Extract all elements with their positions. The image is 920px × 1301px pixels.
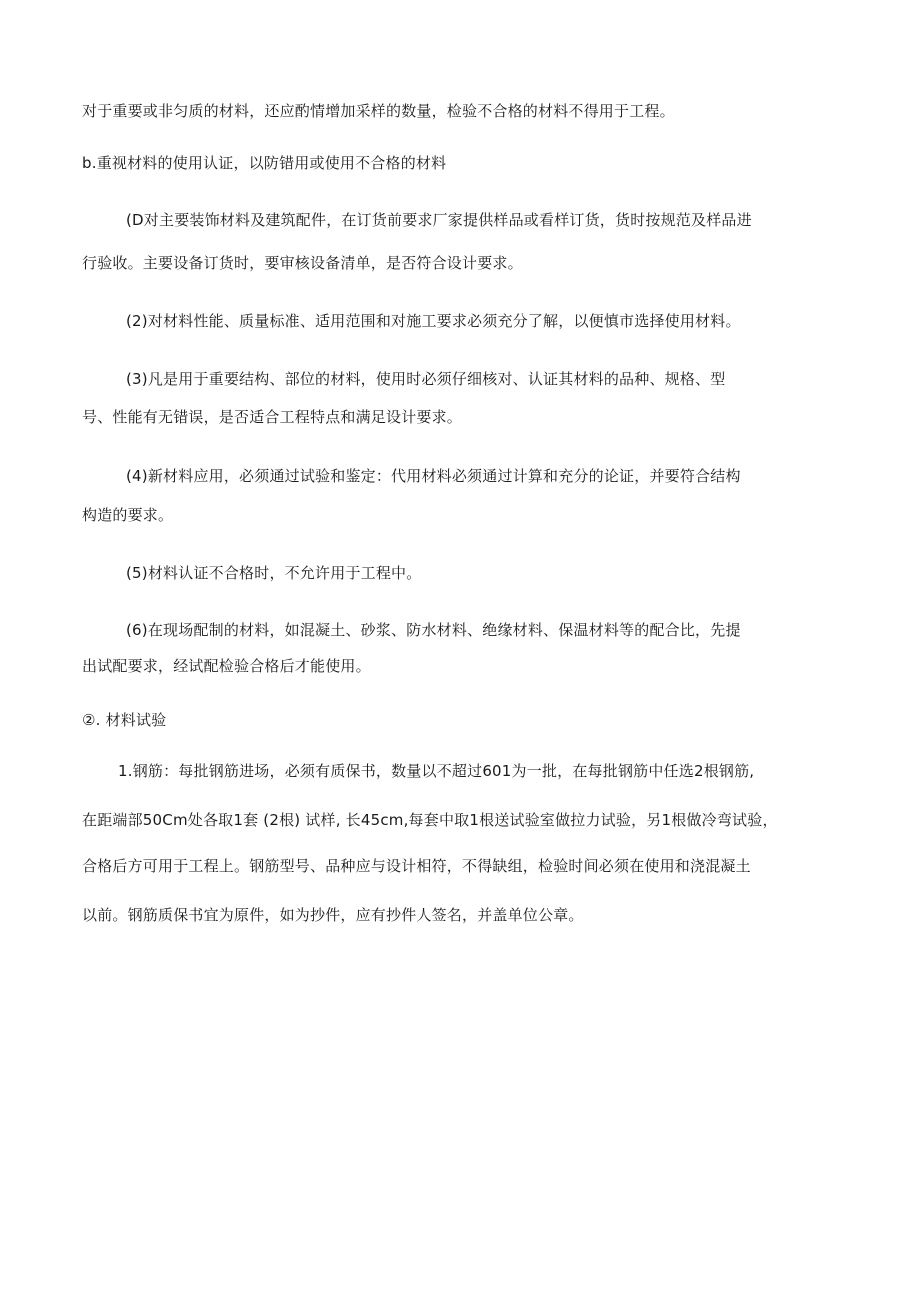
item-4-line-2: 构造的要求。 [82, 506, 174, 524]
item-6-line-1: (6)在现场配制的材料，如混凝土、砂浆、防水材料、绝缘材料、保温材料等的配合比，先提 [126, 621, 741, 639]
rebar-paragraph-line-4: 以前。钢筋质保书宜为原件，如为抄件，应有抄件人签名，并盖单位公章。 [82, 906, 584, 924]
section-heading-material-certification: b.重视材料的使用认证，以防错用或使用不合格的材料 [82, 154, 447, 172]
item-5-line-1: (5)材料认证不合格时，不允许用于工程中。 [126, 564, 422, 582]
paragraph-line-sampling: 对于重要或非匀质的材料，还应酌情增加采样的数量，检验不合格的材料不得用于工程。 [82, 102, 675, 120]
rebar-paragraph-line-2: 在距端部50Cm处各取1套 (2根) 试样, 长45cm,每套中取1根送试验室做拉力试验，另1根做冷弯试验， [82, 811, 778, 829]
rebar-paragraph-line-1: 1.钢筋：每批钢筋进场，必须有质保书，数量以不超过601为一批，在每批钢筋中任选2根钢筋, [118, 762, 755, 780]
rebar-paragraph-line-3: 合格后方可用于工程上。钢筋型号、品种应与设计相符，不得缺组，检验时间必须在使用和浇混凝土 [82, 857, 751, 875]
item-4-line-1: (4)新材料应用，必须通过试验和鉴定：代用材料必须通过计算和充分的论证，并要符合结构 [126, 467, 741, 485]
item-3-line-2: 号、性能有无错误，是否适合工程特点和满足设计要求。 [82, 408, 463, 426]
item-1-line-2: 行验收。主要设备订货时，要审核设备清单，是否符合设计要求。 [82, 254, 523, 272]
item-6-line-2: 出试配要求，经试配检验合格后才能使用。 [82, 657, 371, 675]
item-2-line-1: (2)对材料性能、质量标准、适用范围和对施工要求必须充分了解，以便慎市选择使用材料。 [126, 312, 741, 330]
item-1-line-1: (D对主要装饰材料及建筑配件，在订货前要求厂家提供样品或看样订货，货时按规范及样品进 [126, 211, 752, 229]
item-3-line-1: (3)凡是用于重要结构、部位的材料，使用时必须仔细核对、认证其材料的品种、规格、型 [126, 370, 726, 388]
section-heading-material-testing: ②. 材料试验 [82, 711, 167, 729]
